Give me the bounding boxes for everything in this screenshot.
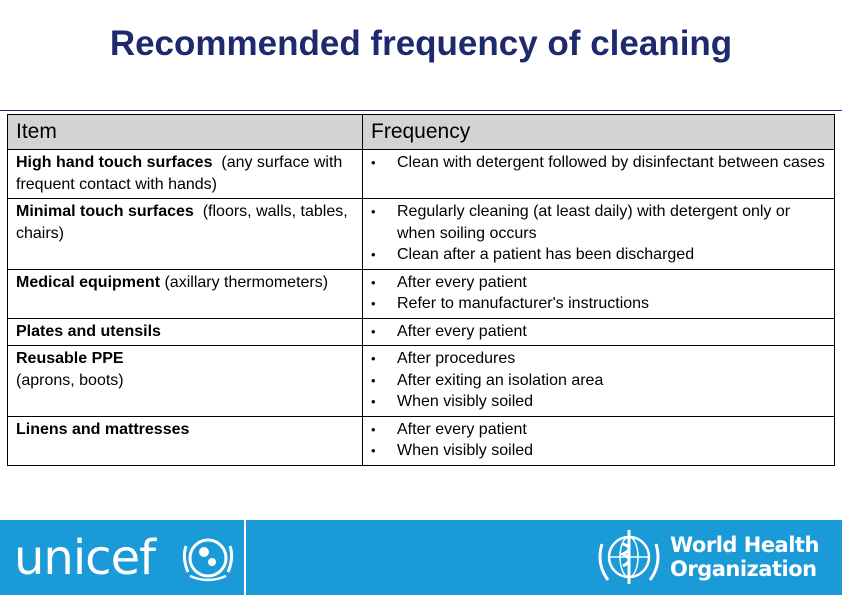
frequency-item: • When visibly soiled — [371, 391, 826, 413]
frequency-item: • After every patient — [371, 272, 826, 294]
table-row — [8, 269, 835, 318]
item-detail: (axillary thermometers) — [160, 273, 329, 291]
who-wordmark — [670, 533, 819, 581]
item-detail: (any surface with frequent contact with hands) — [16, 154, 347, 193]
item-name: Linens and mattresses — [16, 420, 190, 438]
table-row — [8, 150, 835, 199]
frequency-item: • After procedures — [371, 348, 826, 370]
table-row — [8, 416, 835, 465]
table-row — [8, 318, 835, 346]
item-name: Minimal touch surfaces — [16, 203, 194, 220]
item-name: Plates and utensils — [16, 322, 161, 340]
item-cell — [8, 199, 363, 270]
item-cell — [8, 150, 363, 199]
who-line-1: World Health — [670, 533, 819, 557]
frequency-cell — [363, 346, 835, 417]
header-frequency: Frequency — [363, 115, 835, 150]
item-name: High hand touch surfaces — [16, 154, 213, 171]
title-divider — [0, 110, 842, 111]
page-title: Recommended frequency of cleaning — [109, 24, 733, 63]
frequency-cell — [363, 269, 835, 318]
frequency-item: • After exiting an isolation area — [371, 370, 826, 392]
table-row — [8, 199, 835, 270]
unicef-emblem-icon — [180, 532, 236, 584]
frequency-item: • When visibly soiled — [371, 440, 826, 462]
frequency-cell — [363, 150, 835, 199]
item-cell — [8, 269, 363, 318]
frequency-item: • After every patient — [371, 419, 826, 441]
item-cell — [8, 346, 363, 417]
frequency-cell — [363, 199, 835, 270]
unicef-wordmark: unicef — [14, 530, 155, 586]
who-emblem-icon — [594, 524, 664, 590]
item-detail: (aprons, boots) — [16, 371, 124, 389]
frequency-item: • Clean with detergent followed by disinfectant between cases — [371, 152, 826, 174]
header-item: Item — [8, 115, 363, 150]
frequency-item: • Regularly cleaning (at least daily) with detergent only or when soiling occurs — [371, 201, 826, 244]
item-detail: (floors, walls, tables, chairs) — [16, 203, 353, 242]
table-header-row — [8, 115, 835, 150]
frequency-item: • After every patient — [371, 321, 826, 343]
item-name: Reusable PPE — [16, 350, 124, 367]
table-row — [8, 346, 835, 417]
item-cell — [8, 416, 363, 465]
frequency-cell — [363, 318, 835, 346]
item-cell — [8, 318, 363, 346]
item-name: Medical equipment — [16, 273, 161, 291]
who-line-2: Organization — [670, 557, 817, 581]
frequency-item: • Refer to manufacturer's instructions — [371, 293, 826, 315]
frequency-cell — [363, 416, 835, 465]
cleaning-frequency-table — [7, 114, 835, 466]
frequency-item: • Clean after a patient has been discharged — [371, 244, 826, 266]
